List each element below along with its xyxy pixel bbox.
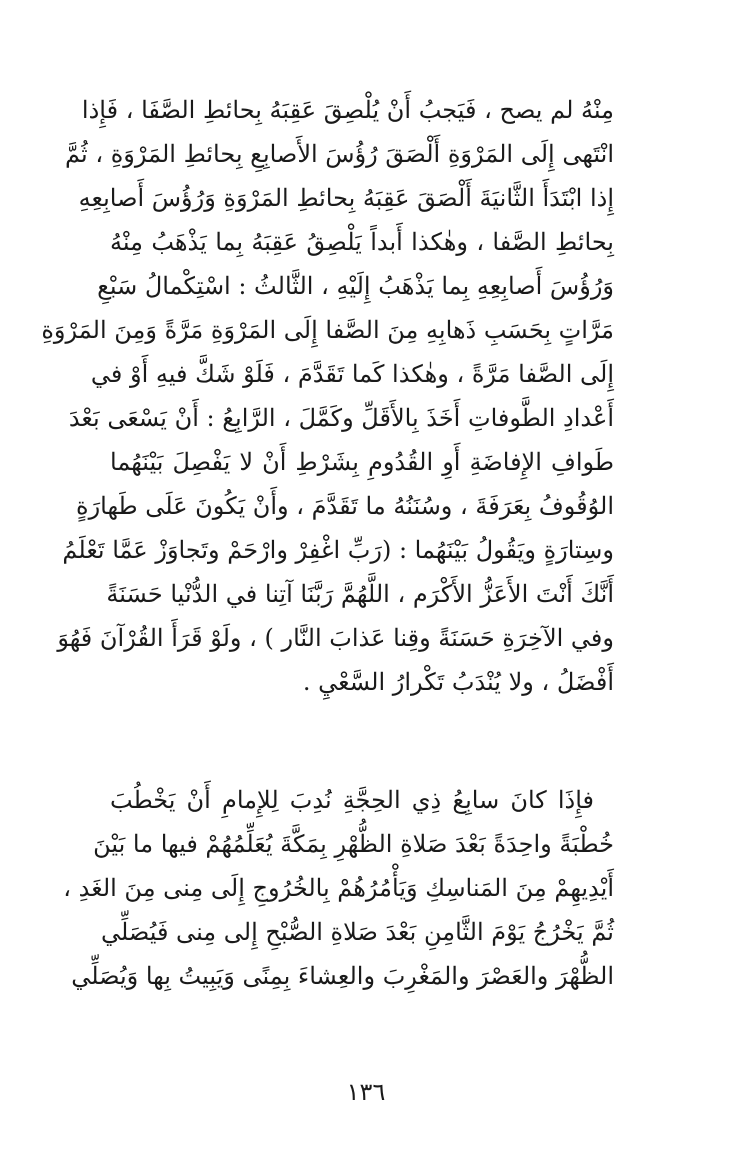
text-line: ثُمَّ يَخْرُجُ يَوْمَ الثَّامِنِ بَعْدَ صَلاةِ الصُّبْحِ إِلى مِنى فَيُصَلِّي <box>100 918 614 946</box>
text-line: وَرُؤُسَ أَصابِعِهِ بِما يَذْهَبُ إِلَيْهِ ، الثَّالثُ : اسْتِكْمالُ سَبْعِ <box>97 272 614 300</box>
text-line: أَفْضَلُ ، ولا يُنْدَبُ تَكْرارُ السَّعْيِ . <box>302 668 614 696</box>
text-line: طَوافِ الإِفاضَةِ أَوِ القُدُومِ بِشَرْطِ أَنْ لا يَفْصِلَ بَيْنَهُما <box>110 448 614 476</box>
text-line: إِلَى الصَّفا مَرَّةً ، وهٰكذا كَما تَقَدَّمَ ، فَلَوْ شَكَّ فيهِ أَوْ في <box>90 360 614 388</box>
text-line: بِحائطِ الصَّفا ، وهٰكذا أَبداً يَلْصِقُ عَقِبَهُ بِما يَذْهَبُ مِنْهُ <box>110 228 614 256</box>
text-line: الوُقُوفُ بِعَرَفَةَ ، وسُنَنُهُ ما تَقَدَّمَ ، وأَنْ يَكُونَ عَلَى طَهارَةٍ <box>76 492 614 520</box>
text-line: وسِتارَةٍ ويَقُولُ بَيْنَهُما : (رَبِّ اغْفِرْ وارْحَمْ وتَجاوَزْ عَمَّا تَعْلَمُ <box>62 536 614 564</box>
text-line: مَرَّاتٍ بِحَسَبِ ذَهابِهِ مِنَ الصَّفا إِلَى المَرْوَةِ مَرَّةً وَمِنَ المَرْوَةِ <box>41 316 614 344</box>
paragraph-2 <box>63 778 614 998</box>
paragraph-1 <box>41 88 614 704</box>
text-line: مِنْهُ لم يصح ، فَيَجبُ أَنْ يُلْصِقَ عَقِبَهُ بِحائطِ الصَّفَا ، فَإِذا <box>81 96 614 124</box>
text-line: أَيْدِيهِمْ مِنَ المَناسِكِ وَيَأْمُرُهُمْ بِالخُرُوجِ إِلَى مِنى مِنَ الغَدِ ، <box>63 874 614 902</box>
text-line: أَعْدادِ الطَّوفاتِ أَخَذَ بِالأَقَلِّ وكَمَّلَ ، الرَّابِعُ : أَنْ يَسْعَى بَعْدَ <box>68 404 614 432</box>
text-line: انْتَهى إِلَى المَرْوَةِ أَلْصَقَ رُؤُسَ الأَصابِعِ بِحائطِ المَرْوَةِ ، ثُمَّ <box>65 140 614 168</box>
text-line: خُطْبَةً واحِدَةً بَعْدَ صَلاةِ الظُّهْرِ بِمَكَّةَ يُعَلِّمُهُمْ فيها ما بَيْنَ <box>93 830 614 858</box>
text-line: الظُّهْرَ والعَصْرَ والمَغْرِبَ والعِشاءَ بِمِنًى وَيَبِيتُ بِها وَيُصَلِّي <box>71 962 614 990</box>
text-line: وفي الآخِرَةِ حَسَنَةً وقِنا عَذابَ النَّار ) ، ولَوْ قَرَأَ القُرْآنَ فَهُوَ <box>57 624 614 652</box>
page-number: ١٣٦ <box>346 1078 386 1106</box>
text-line: فإِذَا كانَ سابِعُ ذِي الحِجَّةِ نُدِبَ لِلإِمامِ أَنْ يَخْطُبَ <box>110 786 594 814</box>
text-line: إِذا ابْتَدَأَ الثَّانيَةَ أَلْصَقَ عَقِبَهُ بِحائطِ المَرْوَةِ وَرُؤُسَ أَصابِعِهِ <box>78 184 614 212</box>
text-line: أَنَّكَ أَنْتَ الأَعَزُّ الأَكْرَم ، اللَّهُمَّ رَبَّنَا آتِنا في الدُّنْيا حَسَنَةً <box>106 580 614 608</box>
